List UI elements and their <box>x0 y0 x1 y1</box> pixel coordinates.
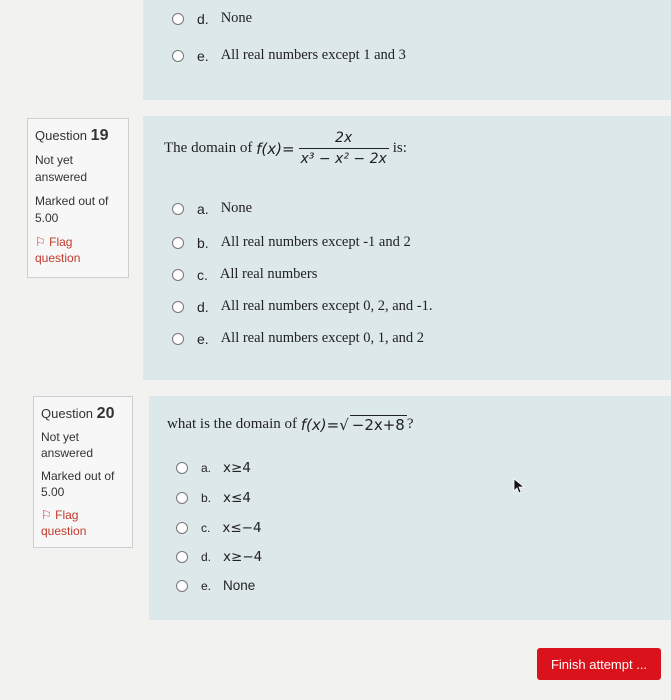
option-text: None <box>220 200 253 216</box>
flag-question-link-2[interactable]: question <box>35 251 81 265</box>
option-letter: b. <box>197 234 209 251</box>
q20-option-d[interactable] <box>176 549 262 565</box>
question-20-prompt <box>167 415 414 434</box>
option-text: x≤−4 <box>222 520 262 536</box>
flag-question-link[interactable] <box>41 508 126 522</box>
q19-option-e[interactable] <box>172 330 424 347</box>
option-text: x≥4 <box>223 460 251 476</box>
option-letter: d. <box>201 550 212 564</box>
option-letter: b. <box>201 491 212 505</box>
radio-button[interactable] <box>176 522 188 534</box>
radio-button[interactable] <box>172 301 184 313</box>
flag-icon: ⚐ <box>35 235 46 249</box>
radio-button[interactable] <box>176 492 188 504</box>
radio-button[interactable] <box>172 50 184 62</box>
radio-button[interactable] <box>172 269 184 281</box>
q19-option-c[interactable] <box>172 266 317 283</box>
flag-label: Flag <box>49 235 73 249</box>
question-number-value: 20 <box>96 405 115 422</box>
sqrt-symbol: √ <box>339 415 349 434</box>
question-number-value: 19 <box>90 127 109 144</box>
question-19-info <box>27 118 129 278</box>
question-number <box>35 127 122 145</box>
status-line-2: answered <box>41 446 94 460</box>
flag-icon: ⚐ <box>41 508 52 522</box>
equals-sign: = <box>281 139 295 158</box>
q19-option-d[interactable] <box>172 298 432 315</box>
option-text: All real numbers except -1 and 2 <box>220 234 411 250</box>
option-letter: c. <box>197 266 208 283</box>
option-text: All real numbers except 0, 2, and -1. <box>220 298 433 314</box>
question-label: Question <box>41 406 94 421</box>
radio-button[interactable] <box>172 203 184 215</box>
flag-question-link-2[interactable]: question <box>41 524 87 538</box>
equals-sign: = <box>326 415 340 434</box>
status-line-2: answered <box>35 170 88 184</box>
option-letter: d. <box>197 10 209 27</box>
marked-label: Marked out of <box>35 194 109 208</box>
radio-button[interactable] <box>176 551 188 563</box>
option-text: None <box>220 10 253 26</box>
option-letter: e. <box>197 330 209 347</box>
option-letter: e. <box>197 47 209 64</box>
question-19-prompt <box>164 130 407 167</box>
option-letter: e. <box>201 578 212 593</box>
option-letter: d. <box>197 298 209 315</box>
radio-button[interactable] <box>176 462 188 474</box>
radicand: −2x+8 <box>351 416 405 434</box>
option-text: x≥−4 <box>223 549 263 565</box>
radio-button[interactable] <box>172 13 184 25</box>
mouse-cursor-icon <box>512 478 526 494</box>
question-label: Question <box>35 128 88 143</box>
prev-option-d[interactable] <box>172 10 252 27</box>
fraction-numerator: 2x <box>335 130 353 146</box>
function-name: f(x) <box>300 415 327 434</box>
prev-option-e[interactable] <box>172 47 406 64</box>
radio-button[interactable] <box>176 580 188 592</box>
option-letter: c. <box>201 521 211 535</box>
q20-option-b[interactable] <box>176 490 251 506</box>
option-text: All real numbers <box>219 266 318 282</box>
prompt-suffix: ? <box>406 416 414 432</box>
marked-value: 5.00 <box>35 211 59 225</box>
marked-label: Marked out of <box>41 469 115 483</box>
status-line-1: Not yet <box>41 430 80 444</box>
option-text: None <box>223 578 256 593</box>
q19-option-a[interactable] <box>172 200 252 217</box>
marked-value: 5.00 <box>41 485 65 499</box>
prompt-text: what is the domain of <box>167 416 297 432</box>
option-letter: a. <box>197 200 209 217</box>
q19-option-b[interactable] <box>172 234 411 251</box>
option-text: x≤4 <box>223 490 251 506</box>
prompt-suffix: is: <box>392 140 407 156</box>
radio-button[interactable] <box>172 237 184 249</box>
finish-attempt-button[interactable]: Finish attempt ... <box>537 648 661 680</box>
fraction-denominator: x³ − x² − 2x <box>299 148 389 167</box>
fraction <box>299 130 389 167</box>
radio-button[interactable] <box>172 333 184 345</box>
question-number <box>41 405 126 423</box>
option-letter: a. <box>201 461 212 475</box>
status-line-1: Not yet <box>35 153 74 167</box>
q20-option-e[interactable] <box>176 578 255 593</box>
prompt-text: The domain of <box>164 140 253 156</box>
option-text: All real numbers except 1 and 3 <box>220 47 406 63</box>
function-name: f(x) <box>256 139 282 158</box>
question-20-info <box>33 396 133 548</box>
q20-option-c[interactable] <box>176 520 262 536</box>
flag-question-link[interactable] <box>35 235 122 249</box>
flag-label: Flag <box>55 508 79 522</box>
q20-option-a[interactable] <box>176 460 251 476</box>
option-text: All real numbers except 0, 1, and 2 <box>220 330 425 346</box>
